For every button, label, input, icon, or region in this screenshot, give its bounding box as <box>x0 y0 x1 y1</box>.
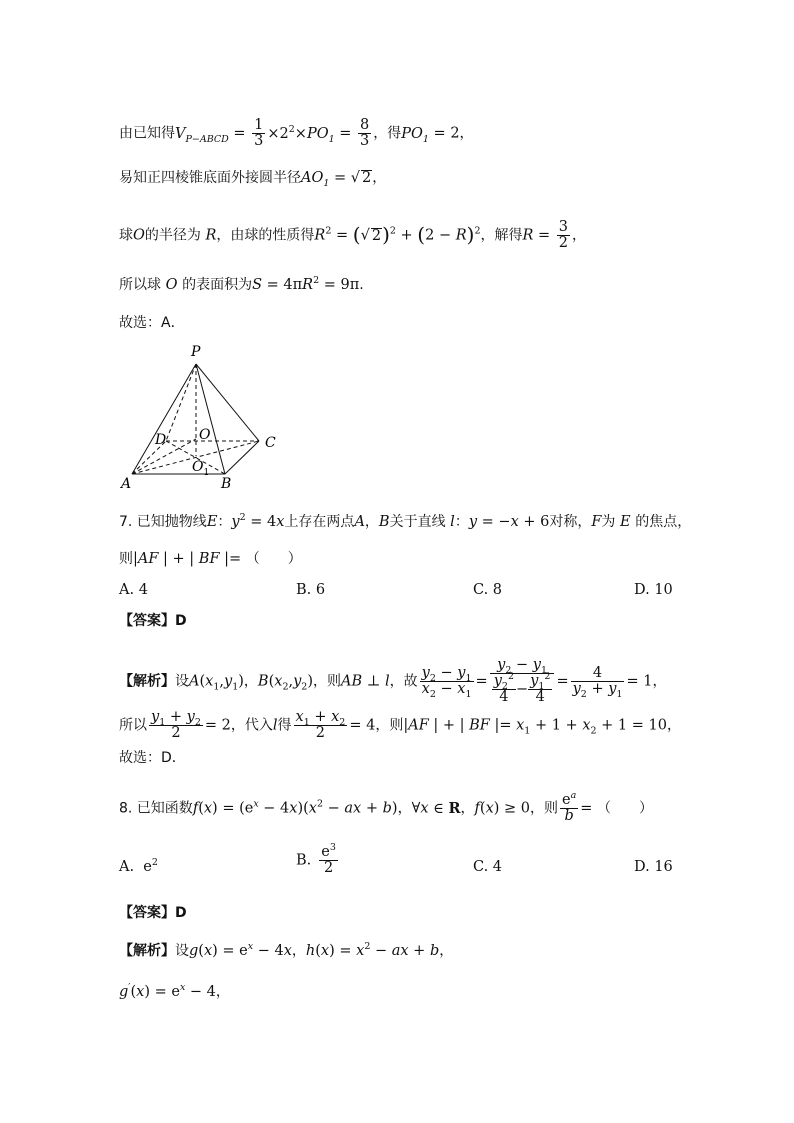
q8-option-b[interactable]: B. $\frac{e^3}{2}$ <box>296 842 336 876</box>
fraction-ea-over-b: $\frac{e^a}{b}$ <box>562 790 577 824</box>
q8-analysis-line1: 【解析】设$g(x) = e^x - 4x$，$h(x) = x^2$ − ax + b， <box>119 941 454 959</box>
q8-option-d[interactable]: D. 16 <box>634 859 673 875</box>
solution-line-area: 所以球 O 的表面积为$S = 4\pi R^2 = 9\pi$. <box>119 275 364 293</box>
solution-line-sphere: 球O的半径为 R，由球的性质得$R^2$ = (√ $2)^2 + (2 - R)^2$，解得R = $\frac{3}{2}$ ， <box>119 219 587 251</box>
q8-option-a[interactable]: A. $e^2$ <box>119 857 158 875</box>
q7-conclusion: 故选：D． <box>119 750 186 766</box>
vertex-label-b: B <box>221 476 232 490</box>
fraction-slope-simplified: $\frac{4}{y_2 + y_1}$ <box>572 665 623 700</box>
fraction-x-mid: $\frac{x_1 + x_2}{2}$ <box>295 709 346 741</box>
q7-analysis-line1: 【解析】设$A(x_1,y_1)$，$B(x_2,y_2)$，则AB ⊥ l，故 $\frac{y_2 - y_1}{x_2 - x_1}$ = $y_2 - y_1$ $\frac{y_2^2}{4}$ − $\frac{y_1^2}{4}$ = $\frac{4}{y_2 + y_1}$ = 1， <box>119 657 667 705</box>
vertex-label-p: P <box>191 344 201 360</box>
fraction-slope: $\frac{y_2 - y_1}{x_2 - x_1}$ <box>421 665 472 700</box>
pyramid-figure <box>115 340 315 490</box>
q8-answer: 【答案】D <box>119 905 187 921</box>
fraction-eight-thirds: $\frac{8}{3}$ <box>360 117 370 149</box>
q7-option-d[interactable]: D. 10 <box>634 582 673 598</box>
q7-option-a[interactable]: A. 4 <box>119 582 148 598</box>
fraction-y-mid: $\frac{y_1 + y_2}{2}$ <box>151 709 201 741</box>
q7-option-b[interactable]: B. 6 <box>296 582 326 598</box>
solution-choice: 故选：A． <box>119 315 185 331</box>
math-volume: $V_{P-ABCD}$ <box>175 125 229 145</box>
q7-answer: 【答案】D <box>119 613 187 629</box>
fraction-one-third: $\frac{1}{3}$ <box>254 117 264 149</box>
solution-line-volume: 由已知得$V_{P-ABCD}$ = $\frac{1}{3}$ $\times 2^2\times PO_1$ = $\frac{8}{3}$ ，得$PO_1 = 2$， <box>119 117 474 149</box>
vertex-label-o1: $O_1$ <box>192 459 210 478</box>
q8-option-c[interactable]: C. 4 <box>473 859 503 875</box>
q7-stem-line2: 则|AF | + | BF |= （ ） <box>119 551 302 567</box>
vertex-label-d: D <box>155 432 167 448</box>
solution-line-radius: 易知正四棱锥底面外接圆半径$AO_1$ = √ 2， <box>119 170 387 189</box>
vertex-label-c: C <box>265 435 276 451</box>
q7-stem: 7. 已知抛物线E：$y^2 = 4x$上存在两点A，B关于直线 l：y = −x + 6对称，F为 E 的焦点， <box>119 512 692 530</box>
fraction-three-halves: $\frac{3}{2}$ <box>558 219 569 251</box>
fraction-slope-parabola: $y_2 - y_1$ $\frac{y_2^2}{4}$ − $\frac{y_1^2}{4}$ <box>490 658 555 705</box>
q8-analysis-line2: $g'(x) = e^x - 4$， <box>119 982 230 1000</box>
vertex-label-a: A <box>121 476 132 490</box>
vertex-label-o: O <box>199 427 211 443</box>
q7-analysis-line2: 所以 $\frac{y_1 + y_2}{2}$ = 2，代入l得 $\frac{x_1 + x_2}{2}$ = 4，则|AF | + | BF |= $x_1 + 1 + x_2 + 1 = 10$， <box>119 709 681 741</box>
q8-stem: 8. 已知函数$f(x) = (e^x - 4x)(x^2$ − ax + b)，∀x ∈ R，f(x) ≥ 0，则 $\frac{e^a}{b}$ = （ ） <box>119 790 654 824</box>
fraction-e3-over-2: $\frac{e^3}{2}$ <box>321 842 336 876</box>
q7-option-c[interactable]: C. 8 <box>473 582 503 598</box>
